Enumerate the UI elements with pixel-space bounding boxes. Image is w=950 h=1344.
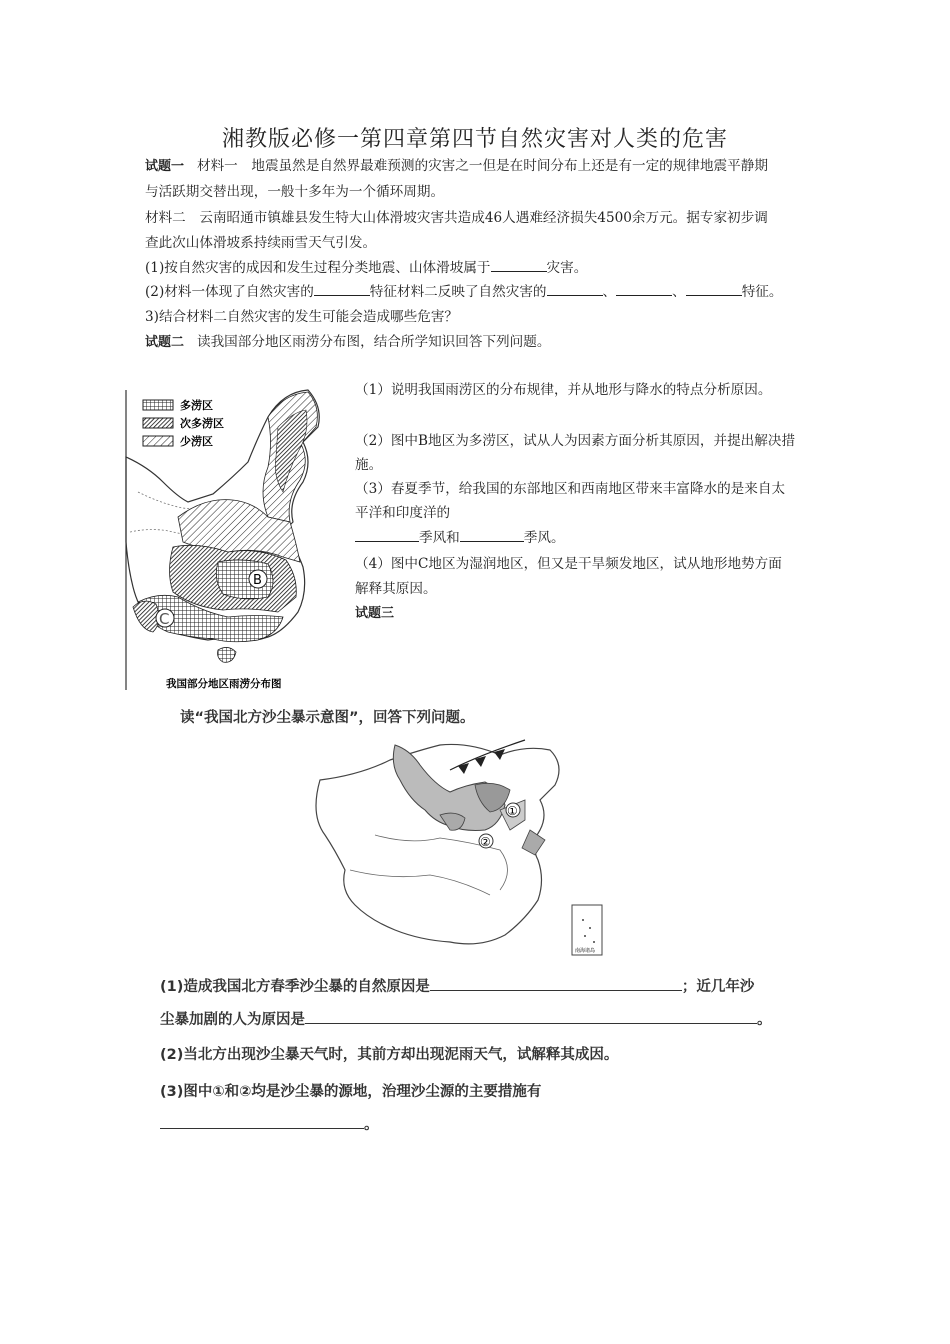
q3-sub-3a: (3)图中①和②均是沙尘暴的源地，治理沙尘源的主要措施有 (160, 1084, 542, 1100)
q2-part-2b: 施。 (355, 457, 383, 473)
q1-s2b: 特征材料二反映了自然灾害的 (369, 284, 547, 300)
q2-label: 试题二 (145, 335, 185, 350)
q3-s1d: 。 (757, 1012, 772, 1028)
q1-s2e: 特征。 (741, 284, 783, 300)
q1-s1b: 灾害。 (546, 260, 588, 276)
q2-intro: 读我国部分地区雨涝分布图，结合所学知识回答下列问题。 (196, 334, 551, 350)
q1-material-1 (145, 154, 768, 174)
q2-part-4a: （4）图中C地区为湿润地区，但又是干旱频发地区，试从地形地势方面 (355, 556, 782, 572)
q2-part-2a: （2）图中B地区为多涝区，试从人为因素方面分析其原因，并提出解决措 (355, 433, 796, 449)
q3-s3b: 。 (364, 1117, 379, 1133)
q1-m1-cont: 与活跃期交替出现，一般十多年为一个循环周期。 (145, 184, 445, 200)
region-b-label: B (253, 573, 262, 588)
legend-swatch-most (143, 400, 173, 410)
q3-sub-1a (160, 975, 754, 996)
q2-part-3a: （3）春夏季节，给我国的东部地区和西南地区带来丰富降水的是来自太 (355, 481, 786, 497)
sandstorm-map (300, 730, 620, 960)
q1-sub-3: 3)结合材料二自然灾害的发生可能会造成哪些危害？ (145, 309, 459, 325)
q1-s2a: (2)材料一体现了自然灾害的 (145, 284, 314, 300)
q1-material-2: 材料二 云南昭通市镇雄县发生特大山体滑坡灾害共造成46人遇难经济损失4500余万元。据专家初步调 (145, 210, 768, 226)
q1-label: 试题一 (145, 159, 185, 174)
q1-s1a: (1)按自然灾害的成因和发生过程分类地震、山体滑坡属于 (145, 260, 491, 276)
answer-blank[interactable] (616, 283, 672, 296)
map-label-2: ② (480, 835, 491, 849)
q3-sub-2: (2)当北方出现沙尘暴天气时，其前方却出现泥雨天气，试解释其成因。 (160, 1047, 619, 1063)
q3-s1c: 尘暴加剧的人为原因是 (160, 1012, 305, 1028)
answer-blank[interactable] (160, 1115, 364, 1129)
answer-blank[interactable] (355, 529, 419, 542)
legend-swatch-less (143, 436, 173, 446)
q3-intro: 读“我国北方沙尘暴示意图”，回答下列问题。 (180, 710, 475, 726)
q2-p3d: 季风。 (523, 530, 565, 546)
q3-label: 试题三 (355, 606, 395, 621)
q1-m1-text: 材料一 地震虽然是自然界最难预测的灾害之一但是在时间分布上还是有一定的规律地震平静期 (196, 158, 768, 174)
answer-blank[interactable] (314, 283, 370, 296)
q1-s2c: 、 (602, 284, 617, 300)
q1-sub-1 (145, 256, 587, 276)
answer-blank[interactable] (305, 1010, 757, 1024)
rain-flood-map (118, 382, 328, 692)
answer-blank[interactable] (460, 529, 524, 542)
answer-blank[interactable] (430, 977, 682, 991)
legend-second: 次多涝区 (180, 417, 224, 430)
q3-sub-3b (160, 1113, 379, 1134)
q3-sub-1b (160, 1008, 772, 1029)
page-title: 湘教版必修一第四章第四节自然灾害对人类的危害 (221, 127, 728, 152)
q2-part-1: （1）说明我国雨涝区的分布规律，并从地形与降水的特点分析原因。 (355, 382, 772, 398)
map-label-1: ① (507, 804, 518, 818)
inset-label: 南海诸岛 (575, 948, 596, 954)
legend-swatch-second (143, 418, 173, 428)
q1-sub-2 (145, 280, 782, 300)
answer-blank[interactable] (686, 283, 742, 296)
region-c-label: C (159, 610, 170, 628)
q1-s2d: 、 (672, 284, 686, 300)
q3-s1b: ；近几年沙 (681, 979, 755, 995)
q2-intro-line (145, 330, 550, 350)
legend-less: 少涝区 (180, 435, 213, 448)
q1-m2-cont: 查此次山体滑坡系持续雨雪天气引发。 (145, 235, 377, 251)
map-caption: 我国部分地区雨涝分布图 (166, 678, 282, 690)
q2-p3c: 季风和 (419, 530, 460, 546)
q3-s1a: (1)造成我国北方春季沙尘暴的自然原因是 (160, 979, 430, 995)
q2-part-4b: 解释其原因。 (355, 581, 437, 597)
answer-blank[interactable] (547, 283, 603, 296)
q2-part-3c (355, 526, 565, 546)
answer-blank[interactable] (491, 259, 547, 272)
legend-most: 多涝区 (180, 399, 213, 412)
q2-part-3b: 平洋和印度洋的 (355, 505, 451, 521)
